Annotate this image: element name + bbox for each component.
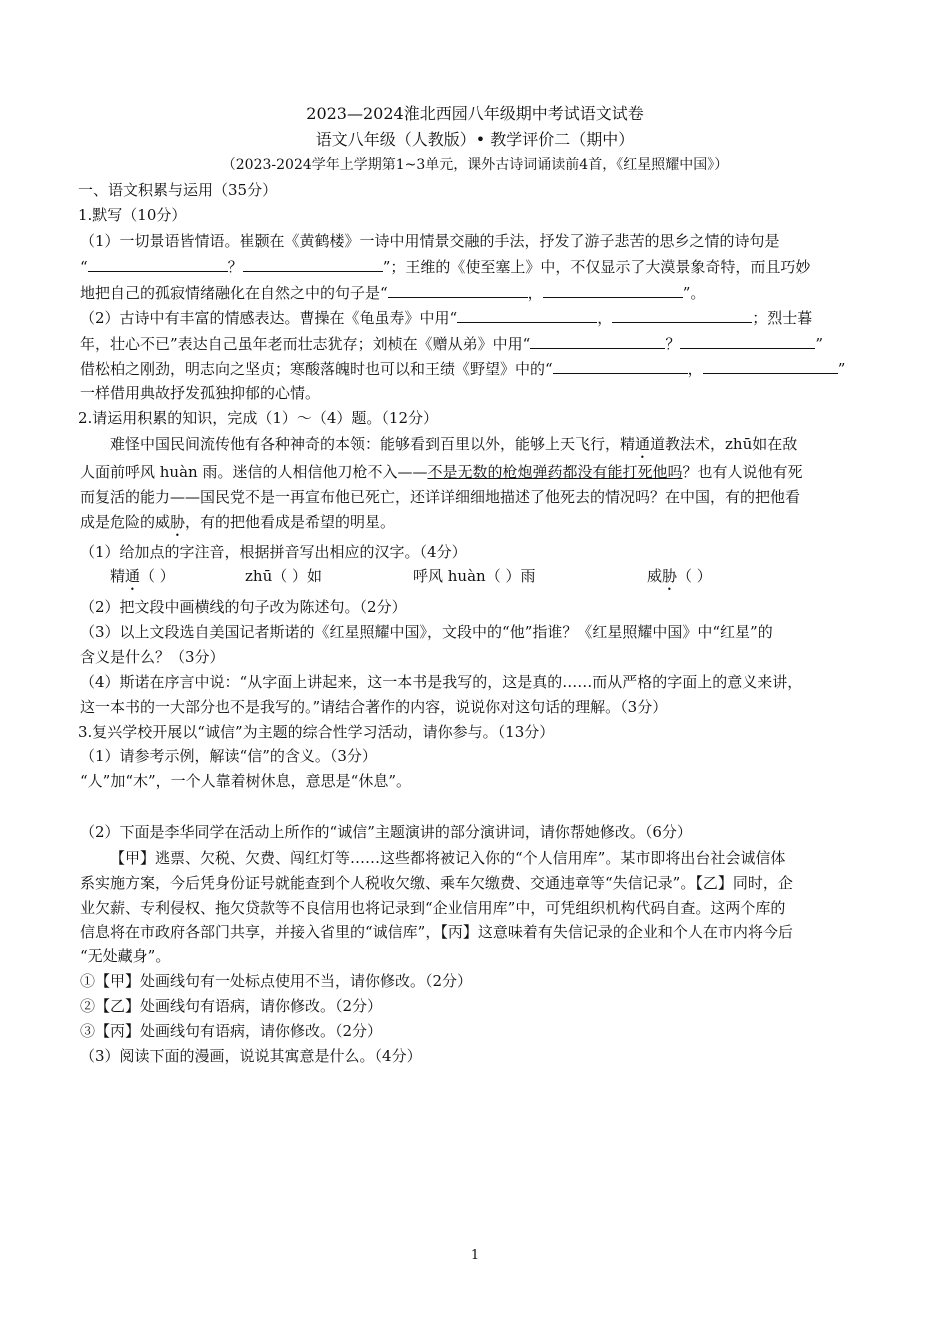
answer-blank[interactable] [703, 358, 838, 374]
fix-item-3: ③【丙】处画线句有语病，请你修改。（2分） [80, 1022, 383, 1040]
dotted-char: 胁 [170, 513, 186, 531]
speech-line2: 系实施方案，今后凭身份证号就能查到个人税收欠缴、乘车欠缴费、交通违章等“失信记录”。【乙】同时，企 [80, 874, 793, 892]
text-fragment: 难怪中国民间流传他有各种神奇的本领：能够看到百里以外，能够上天飞行，精 [110, 435, 636, 453]
q1-part1-line1: （1）一切景语皆情语。崔颢在《黄鹤楼》一诗中用情景交融的手法，抒发了游子悲苦的思乡之情的诗句是 [80, 232, 780, 250]
text-fragment: 借松柏之刚劲，明志向之坚贞；寒酸落魄时也可以和王绩《野望》中的“ [80, 360, 553, 378]
q2-sub2: （2）把文段中画横线的句子改为陈述句。（2分） [80, 598, 407, 616]
exam-scope: （2023-2024学年上学期第1~3单元，课外古诗词诵读前4首，《红星照耀中国》） [221, 157, 729, 173]
q2-sub4-line2: 这一本书的一大部分也不是我写的。”请结合著作的内容，说说你对这句话的理解。（3分） [80, 698, 668, 716]
q3-sub2: （2）下面是李华同学在活动上所作的“诚信”主题演讲的部分演讲词，请你帮她修改。（6分） [80, 823, 692, 841]
answer-parens[interactable]: （ ） [677, 567, 712, 585]
section-title: 一、语文积累与运用（35分） [78, 181, 278, 199]
answer-blank[interactable] [543, 282, 683, 298]
q1-part2-line1 [80, 307, 812, 328]
punct: ？ [665, 335, 681, 353]
page-number: 1 [470, 1248, 480, 1263]
q1-title: 1.默写（10分） [78, 206, 187, 224]
punct: ” [815, 335, 824, 353]
text-fragment: 成是危险的威 [80, 513, 171, 531]
dotted-char: 通 [125, 567, 141, 585]
pinyin-item-3: 呼风 huàn（ ）雨 [413, 567, 536, 585]
dotted-char: 胁 [662, 567, 678, 585]
text-fragment: （2）古诗中有丰富的情感表达。曹操在《龟虽寿》中用“ [80, 309, 458, 327]
pinyin-item-1 [110, 566, 175, 594]
text-fragment: 威 [647, 567, 663, 585]
underlined-sentence: 不是无数的枪炮弹药都没有能打死他吗 [427, 463, 683, 481]
answer-blank[interactable] [553, 358, 688, 374]
text-fragment: 年，壮心不已”表达自己虽年老而壮志犹存；刘桢在《赠从弟》中用“ [80, 335, 531, 353]
text-fragment: ；烈士暮 [752, 309, 813, 327]
fix-item-2: ②【乙】处画线句有语病，请你修改。（2分） [80, 997, 383, 1015]
answer-blank[interactable] [457, 307, 597, 323]
pinyin-item-4 [647, 566, 712, 594]
passage-line1 [110, 434, 797, 462]
punct: ， [597, 309, 613, 327]
text-fragment: 地把自己的孤寂情绪融化在自然之中的句子是“ [80, 284, 388, 302]
punct: ， [527, 284, 543, 302]
punct: ， [687, 360, 703, 378]
text-fragment: ？也有人说他有死 [682, 463, 803, 481]
passage-line2 [80, 462, 803, 482]
exam-title: 2023—2024淮北西园八年级期中考试语文试卷 [306, 104, 644, 123]
q1-part1-line3 [80, 282, 705, 303]
q2-sub4-line1: （4）斯诺在序言中说：“从字面上讲起来，这一本书是我写的，这是真的……而从严格的字面上的意义来讲， [80, 673, 803, 691]
q2-title: 2.请运用积累的知识，完成（1）～（4）题。（12分） [78, 409, 438, 427]
answer-blank[interactable] [388, 282, 528, 298]
passage-line4 [80, 512, 395, 540]
q3-sub3: （3）阅读下面的漫画，说说其寓意是什么。（4分） [80, 1047, 422, 1065]
answer-blank[interactable] [530, 333, 665, 349]
speech-line3: 业欠薪、专利侵权、拖欠贷款等不良信用也将记录到“企业信用库”中，可凭组织机构代码自查。这两个库的 [80, 899, 786, 917]
answer-blank[interactable] [612, 307, 752, 323]
text-fragment: ”；王维的《使至塞上》中，不仅显示了大漠景象奇特，而且巧妙 [382, 258, 811, 276]
quote-open: “ [80, 258, 88, 276]
pinyin-item-2: zhū（ ）如 [245, 567, 322, 585]
text-fragment: ”。 [682, 284, 706, 302]
q1-part2-line2 [80, 333, 823, 354]
text-fragment: ，有的把他看成是希望的明星。 [185, 513, 396, 531]
q3-example: “人”加“木”，一个人靠着树休息，意思是“休息”。 [80, 772, 412, 790]
speech-line5: “无处藏身”。 [80, 947, 171, 965]
answer-blank[interactable] [680, 333, 815, 349]
answer-blank[interactable] [243, 256, 383, 272]
q2-sub3-line2: 含义是什么？（3分） [80, 648, 225, 666]
text-fragment: 道教法术，zhū如在敌 [650, 435, 798, 453]
q1-part2-line4: 一样借用典故抒发孤独抑郁的心情。 [80, 384, 321, 402]
q1-part2-line3 [80, 358, 845, 379]
text-fragment: 人面前呼风 huàn 雨。迷信的人相信他刀枪不入—— [80, 463, 428, 481]
answer-parens[interactable]: （ ） [140, 567, 175, 585]
q1-part1-line2 [80, 256, 810, 277]
punct: ？ [227, 258, 243, 276]
q3-sub1: （1）请参考示例，解读“信”的含义。（3分） [80, 747, 377, 765]
punct: ” [837, 360, 846, 378]
answer-blank[interactable] [88, 256, 228, 272]
text-fragment: 精 [110, 567, 126, 585]
speech-line1: 【甲】逃票、欠税、欠费、闯红灯等……这些都将被记入你的“个人信用库”。某市即将出台社会诚信体 [110, 849, 786, 867]
q2-sub1: （1）给加点的字注音，根据拼音写出相应的汉字。（4分） [80, 543, 467, 561]
q2-sub3-line1: （3）以上文段选自美国记者斯诺的《红星照耀中国》，文段中的“他”指谁？《红星照耀中国》中“红星”的 [80, 623, 773, 641]
fix-item-1: ①【甲】处画线句有一处标点使用不当，请你修改。（2分） [80, 972, 473, 990]
passage-line3: 而复活的能力——国民党不是一再宣布他已死亡，还详详细细地描述了他死去的情况吗？在中国，有的把他看 [80, 488, 801, 506]
dotted-char: 通 [635, 435, 651, 453]
q3-title: 3.复兴学校开展以“诚信”为主题的综合性学习活动，请你参与。（13分） [78, 723, 555, 741]
speech-line4: 信息将在市政府各部门共享，并接入省里的“诚信库”，【丙】这意味着有失信记录的企业和个人在市内将今后 [80, 923, 793, 941]
exam-subtitle: 语文八年级（人教版）• 教学评价二（期中） [315, 130, 635, 149]
